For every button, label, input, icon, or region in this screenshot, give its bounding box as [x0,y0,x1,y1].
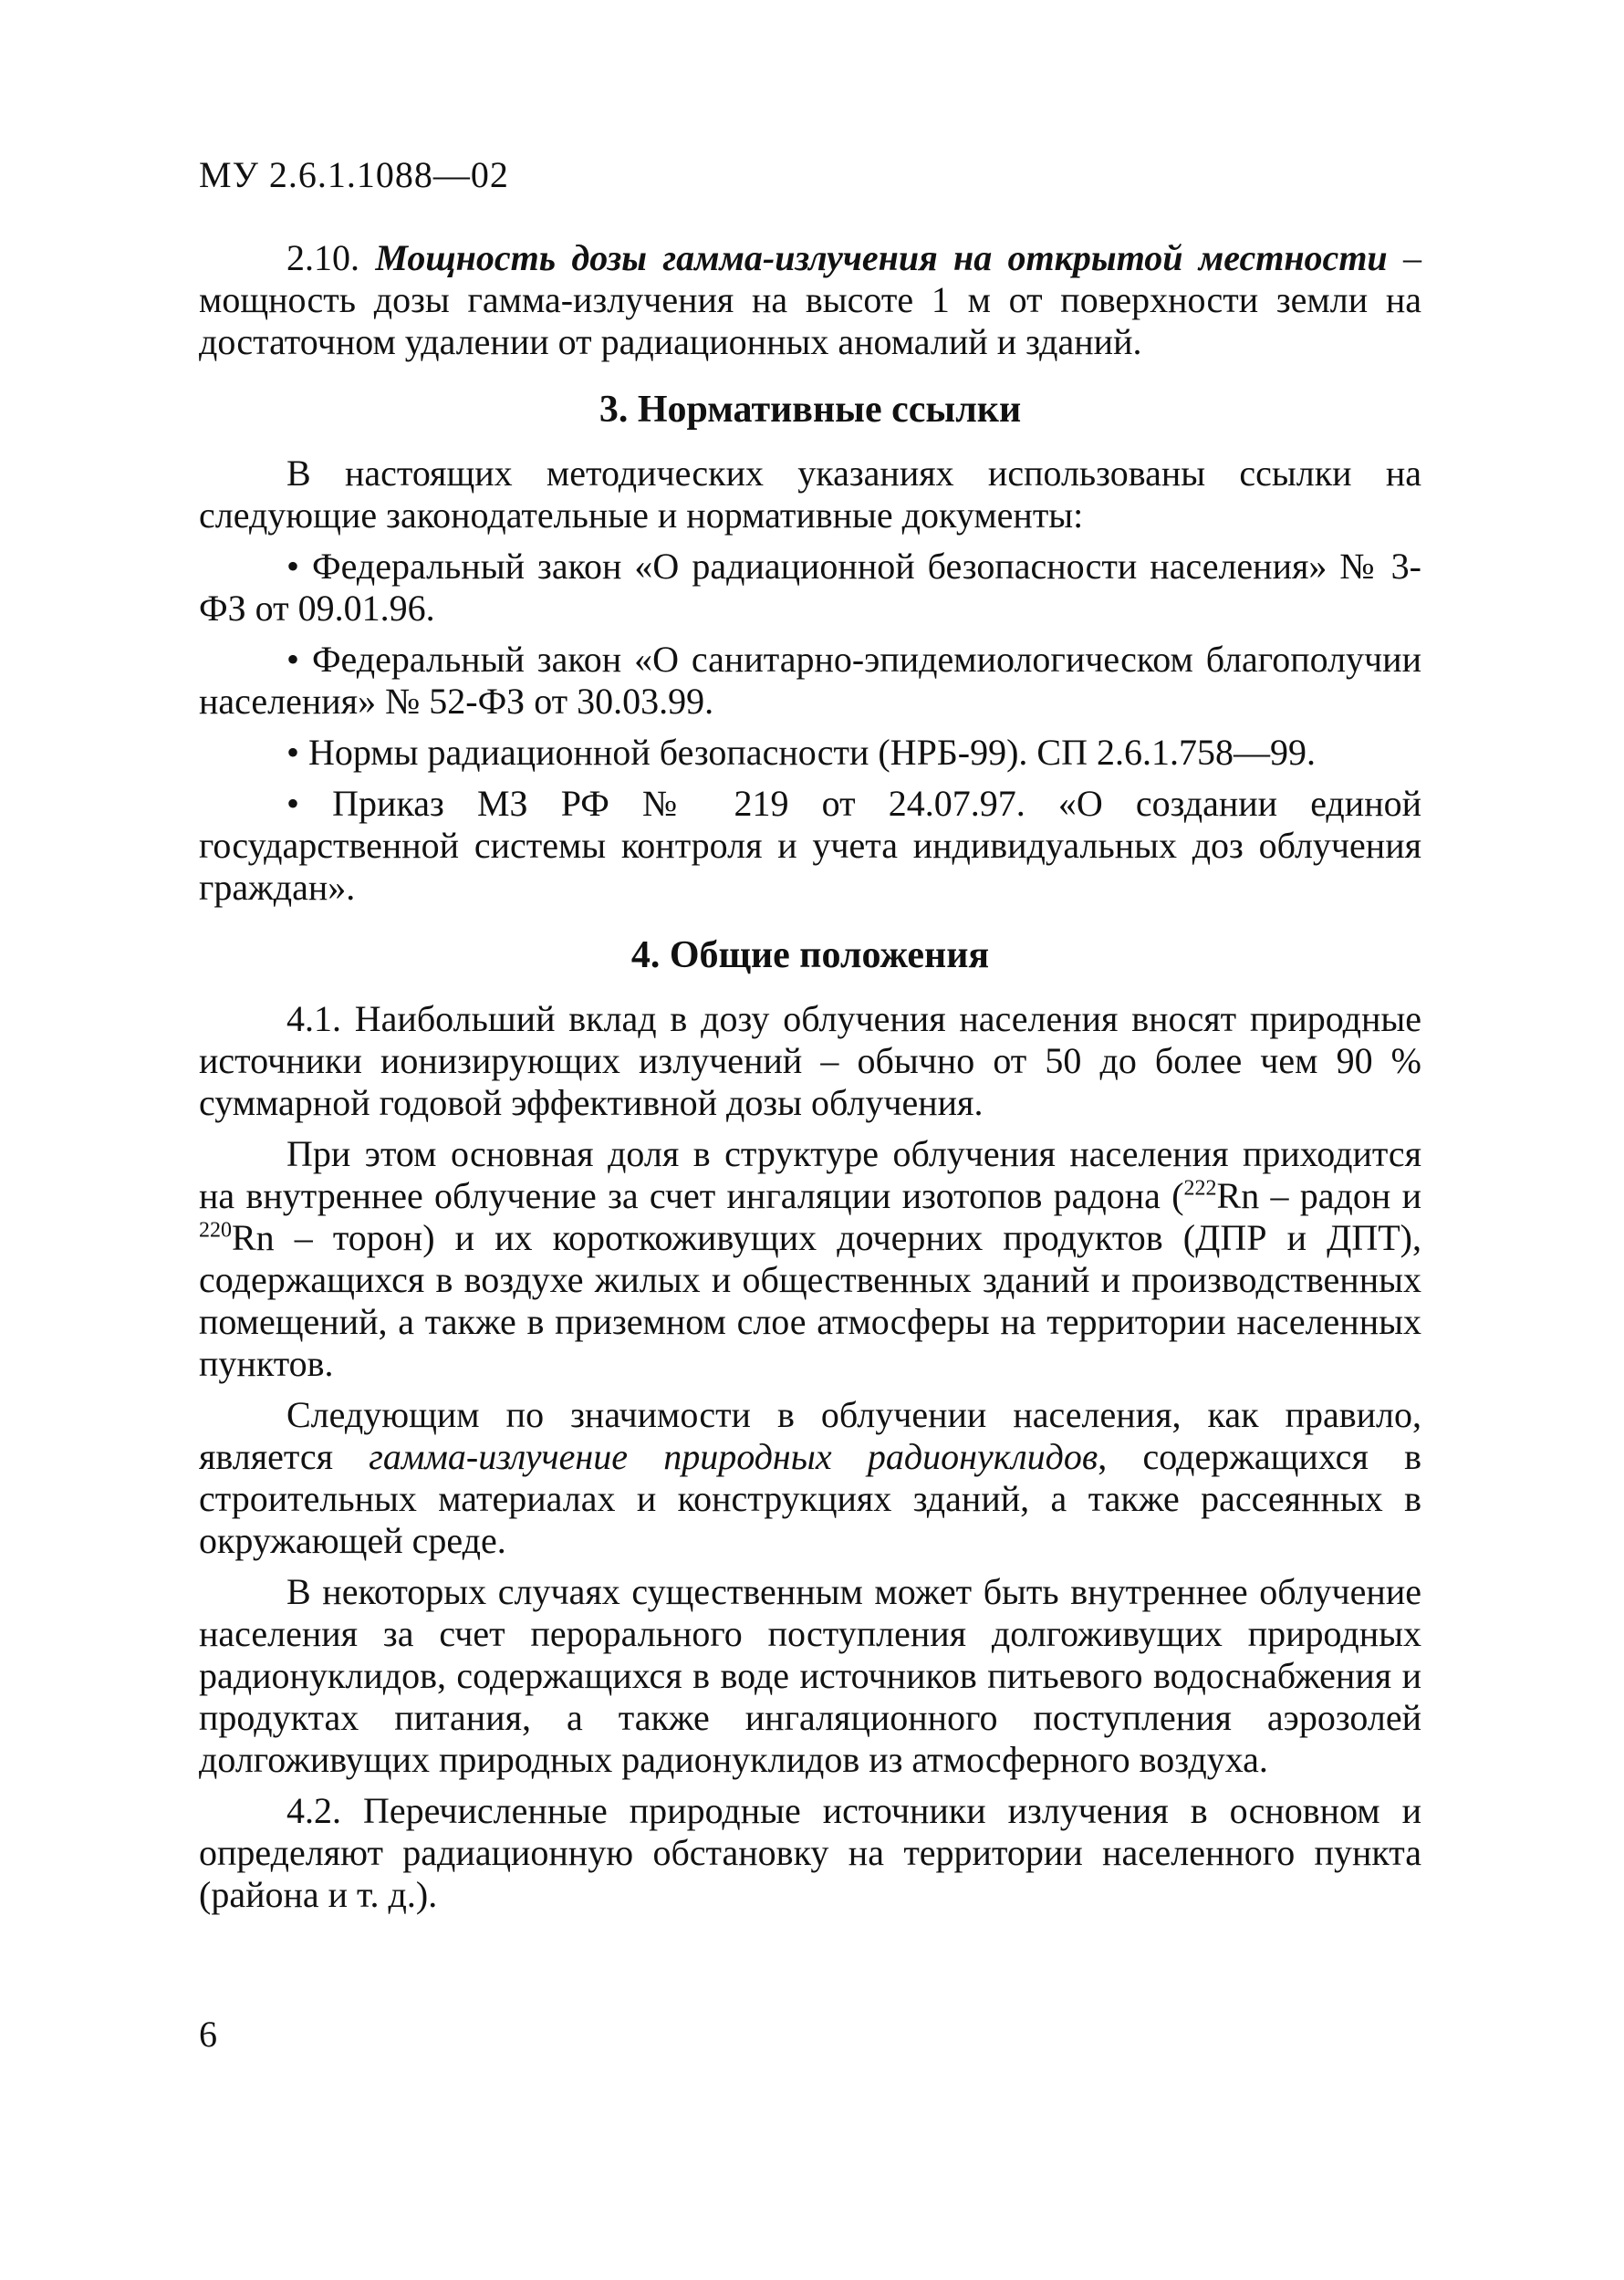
definition-text: – мощность дозы гамма-излучения на высоте 1 м от поверхности земли на достаточном удалении от радиационных аномалий и зданий. [199,237,1422,362]
page-number: 6 [199,2014,217,2055]
clause-number: 2.10. [286,237,376,278]
gamma-text-start: Следующим по значимости в облучении населения, как правило, является [199,1394,1421,1477]
reference-item: • Приказ МЗ РФ № 219 от 24.07.97. «О создании единой государственной системы контроля и учета индивидуальных доз облучения граждан». [199,783,1421,908]
paragraph-4-1: 4.1. Наибольший вклад в дозу облучения населения вносят природные источники ионизирующих излучений – обычно от 50 до более чем 90 % суммарной годовой эффективной дозы облучения. [199,998,1421,1123]
paragraph-gamma [199,1394,1421,1562]
paragraph-radon [199,1133,1421,1385]
page-content [199,237,1421,1925]
gamma-italic-term: гамма-излучение природных радионуклидов [369,1436,1098,1477]
defined-term: Мощность дозы гамма-излучения на открытой местности [375,237,1388,278]
section-heading-4: 4. Общие положения [630,934,990,976]
radon-text-start: При этом основная доля в структуре облучения населения приходится на внутреннее облучение за счет ингаляции изотопов радона ( [199,1133,1421,1216]
reference-item: • Федеральный закон «О санитарно-эпидемиологическом благополучии населения» № 52-ФЗ от 30.03.99. [199,639,1421,722]
references-intro: В настоящих методических указаниях использованы ссылки на следующие законодательные и нормативные документы: [199,453,1421,536]
paragraph-internal-exposure: В некоторых случаях существенным может быть внутреннее облучение населения за счет перорального поступления долгоживущих природных радионуклидов, содержащихся в воде источников питьевого водоснабжения и продуктах питания, а также ингаляционного поступления аэрозолей долгоживущих природных радионуклидов из атмосферного воздуха. [199,1571,1421,1780]
radon-text-mid: Rn – радон и [1216,1175,1421,1216]
reference-item: • Федеральный закон «О радиационной безопасности населения» № 3-ФЗ от 09.01.96. [199,546,1421,629]
isotope-mass-220: 220 [199,1218,232,1243]
radon-text-end: Rn – торон) и их короткоживущих дочерних продуктов (ДПР и ДПТ), содержащихся в воздухе жилых и общественных зданий и производственных помещений, а также в приземном слое атмосферы на территории населенных пунктов. [199,1217,1421,1384]
document-code: МУ 2.6.1.1088—02 [199,154,509,195]
reference-item: • Нормы радиационной безопасности (НРБ-99). СП 2.6.1.758—99. [286,732,1316,773]
definition-2-10 [199,237,1421,363]
gamma-text-end: , содержащихся в строительных материалах и конструкциях зданий, а также рассеянных в окружающей среде. [199,1436,1421,1561]
section-heading-3: 3. Нормативные ссылки [599,389,1022,431]
paragraph-4-2: 4.2. Перечисленные природные источники излучения в основном и определяют радиационную обстановку на территории населенного пункта (района и т. д.). [199,1790,1421,1915]
isotope-mass-222: 222 [1183,1176,1217,1201]
